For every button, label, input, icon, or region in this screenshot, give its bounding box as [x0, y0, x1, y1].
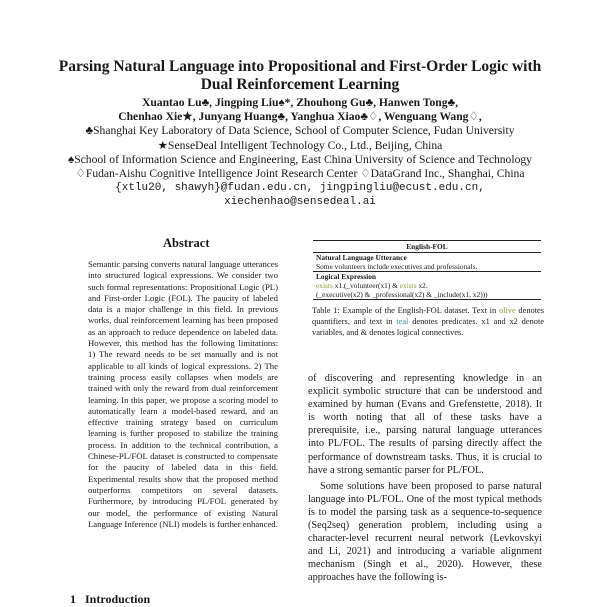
- table-expression-line-1: [313, 281, 541, 290]
- expr-part-1: x1.(_volunteer(x1) &: [332, 281, 400, 290]
- caption-part-2: denotes quantifiers, and text in: [312, 306, 545, 326]
- table-title: English-FOL: [313, 241, 541, 253]
- table-section-expression: Logical Expression: [313, 271, 541, 281]
- body-paragraph-2: Some solutions have been proposed to parse natural language into PL/FOL. One of the most typical methods is to model the parsing task as a sequence-to-sequence (Seq2seq) generation problem, including using a character-level recurrent neural network (Levkovskyi and Li, 2021) and introducing a variable alignment mechanism (Singh et al., 2020). However, these approaches have the following is-: [308, 480, 542, 584]
- abstract-text: Semantic parsing converts natural language utterances into structured logical expressions. We consider two such formal representations: Propositional Logic (PL) and First-order Logic (FOL). The paucity of labeled data is a major challenge in this field. In previous works, dual reinforcement learning has been proposed as an approach to reduce dependence on labeled data. However, this method has the following limitations: 1) The reward needs to be set manually and is not applicable to all kinds of logical expressions. 2) The training process easily collapses when models are trained with only the reward from dual reinforcement learning. In this paper, we propose a scoring model to automatically learn a model-based reward, and an effective training strategy based on curriculum learning is further proposed to stabilize the training process. In addition to the technical contribution, a Chinese-PL/FOL dataset is constructed to compensate for the paucity of labeled data in this field. Experimental results show that the proposed method outperforms competitors on several datasets. Furthermore, by introducing PL/FOL generated by our model, the performance of existing Natural Language Inference (NLI) models is further enhanced.: [88, 259, 278, 529]
- affiliation-2: ★SenseDeal Intelligent Technology Co., Ltd., Beijing, China: [157, 138, 443, 152]
- abstract-heading: Abstract: [163, 236, 210, 250]
- quantifier-exists-2: exists: [399, 281, 417, 290]
- body-column-right: [308, 372, 542, 585]
- section-number: 1: [70, 592, 76, 606]
- authors-line-2: Chenhao Xie★, Junyang Huang♣, Yanghua Xiao♣♢, Wenguang Wang♢,: [118, 110, 482, 124]
- table-expression-line-2: (_executive(x2) & _professional(x2) & _include(x1, x2))): [316, 290, 488, 299]
- example-table: [313, 240, 541, 300]
- table-utterance: Some volunteers include executives and professionals.: [316, 262, 478, 271]
- caption-part-1: Table 1: Example of the English-FOL dataset. Text in: [312, 306, 499, 315]
- caption-part-3: denotes predicates. x1 and x2 denote variables, and & denotes logical connectives.: [312, 316, 544, 337]
- section-title: Introduction: [85, 592, 151, 606]
- title-line-1: Parsing Natural Language into Propositional and First-Order Logic with: [58, 58, 542, 75]
- expr-part-2: x2.: [416, 281, 428, 290]
- affiliation-4: ♢Fudan-Aishu Cognitive Intelligence Joint Research Center ♢DataGrand Inc., Shanghai, China: [75, 167, 525, 181]
- title-line-2: Dual Reinforcement Learning: [200, 76, 400, 93]
- authors-line-1: Xuantao Lu♣, Jingping Liu♠*, Zhouhong Gu♣, Hanwen Tong♣,: [141, 96, 459, 109]
- quantifier-exists-1: exists: [316, 281, 333, 290]
- emails-line-1: {xtlu20, shawyh}@fudan.edu.cn, jingpingliu@ecust.edu.cn,: [115, 182, 485, 195]
- body-paragraph-1: of discovering and representing knowledge in an explicit symbolic structure that can be understood and examined by human (Evans and Grefenstette, 2018). It is worth noting that all of these tasks have a prerequisite, i.e., parsing natural language utterances into PL/FOL. The results of parsing directly affect the performance of downstream tasks. Thus, it is crucial to have a strong semantic parser for PL/FOL.: [308, 373, 542, 476]
- table-section-utterance: Natural Language Utterance: [316, 253, 407, 262]
- author-block: [40, 96, 560, 210]
- table-caption: [312, 306, 544, 338]
- paper-title: [40, 58, 560, 94]
- caption-teal: teal: [396, 316, 409, 326]
- affiliation-1: ♣Shanghai Key Laboratory of Data Science, School of Computer Science, Fudan University: [85, 124, 515, 138]
- affiliation-3: ♠School of Information Science and Engineering, East China University of Science and Technology: [68, 152, 532, 166]
- emails-line-2: xiechenhao@sensedeal.ai: [224, 196, 376, 209]
- caption-olive: olive: [498, 306, 516, 315]
